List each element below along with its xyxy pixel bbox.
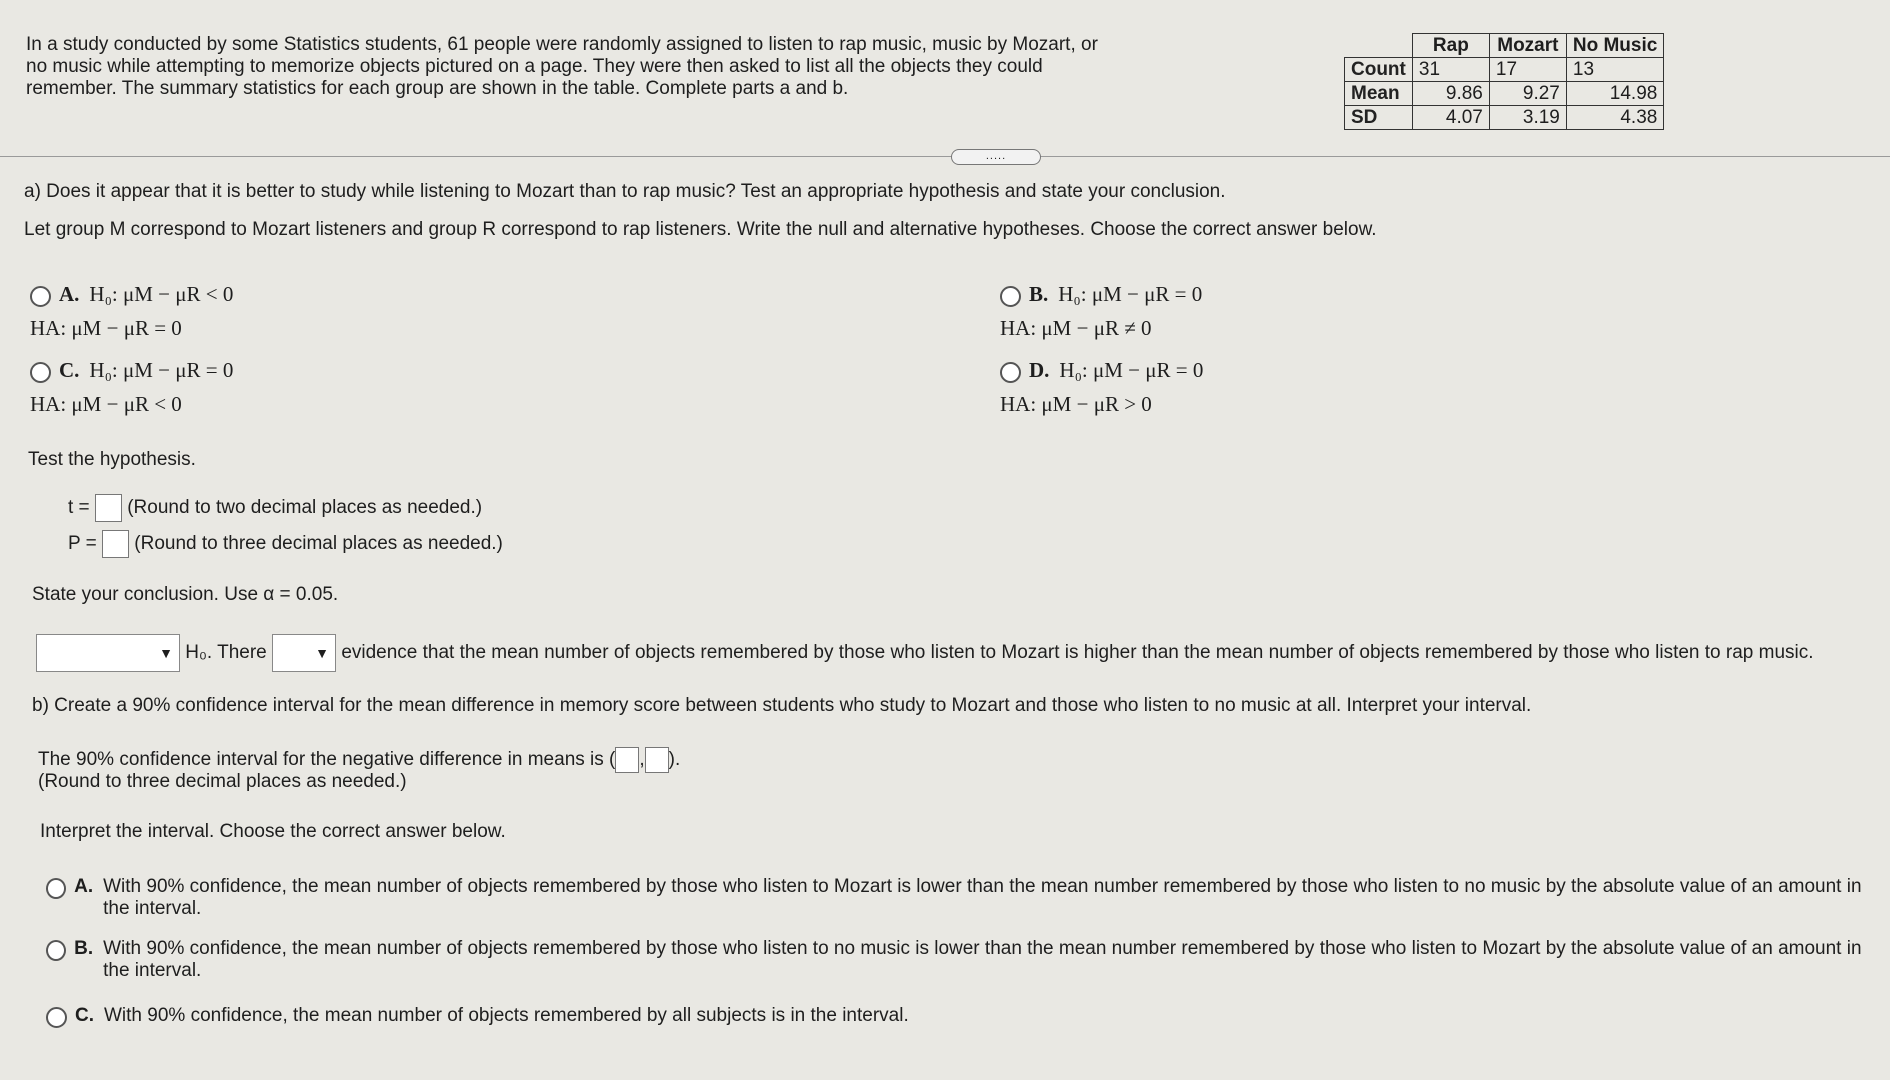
radio-button-icon[interactable] — [30, 362, 51, 383]
part-b-question: b) Create a 90% confidence interval for the mean difference in memory score between students who study to Mozart and those who listen to no music at all. Interpret your interval. — [32, 695, 1532, 716]
interpret-option-b[interactable]: B. With 90% confidence, the mean number of objects remembered by those who listen to no music is lower than the mean number remembered by those who listen to Mozart by the absolute value of an amount in the interval. — [46, 938, 1866, 982]
reject-dropdown[interactable] — [36, 634, 180, 672]
col-header-no-music: No Music — [1566, 34, 1663, 58]
t-row — [68, 494, 482, 522]
cell-count-mozart: 17 — [1489, 58, 1566, 82]
row-label-sd: SD — [1345, 106, 1413, 130]
cell-sd-no-music: 4.38 — [1566, 106, 1663, 130]
dropdown-arrow-icon: ▼ — [159, 645, 173, 661]
part-a-question: a) Does it appear that it is better to study while listening to Mozart than to rap music? Test an appropriate hypothesis and state your conclusion. — [24, 181, 1226, 202]
interpret-label: Interpret the interval. Choose the correct answer below. — [40, 821, 506, 842]
problem-intro: In a study conducted by some Statistics students, 61 people were randomly assigned to listen to rap music, music by Mozart, or no music while attempting to memorize objects pictured on a page. They were then asked to list all the objects they could remember. The summary statistics for each group are shown in the table. Complete parts a and b. — [26, 34, 1098, 99]
p-input[interactable] — [102, 530, 129, 558]
t-input[interactable] — [95, 494, 122, 522]
interpret-option-c-text: With 90% confidence, the mean number of objects remembered by all subjects is in the interval. — [104, 1005, 909, 1026]
table-row — [1345, 82, 1664, 106]
ci-label: The 90% confidence interval for the negative difference in means is — [38, 749, 604, 771]
conclusion-h0: H₀. There — [185, 642, 267, 664]
cell-sd-mozart: 3.19 — [1489, 106, 1566, 130]
evidence-dropdown[interactable] — [272, 634, 336, 672]
option-c-h0: H₀: μM − μR = 0 — [89, 358, 234, 382]
divider-handle[interactable]: ..... — [951, 149, 1041, 165]
radio-button-icon[interactable] — [1000, 362, 1021, 383]
radio-button-icon[interactable] — [46, 1007, 67, 1028]
cell-count-rap: 31 — [1412, 58, 1489, 82]
table-corner — [1345, 34, 1413, 58]
table-row — [1345, 106, 1664, 130]
t-label: t = — [68, 497, 90, 519]
hypothesis-option-c[interactable]: C. H₀: μM − μR = 0 HA: μM − μR < 0 — [30, 353, 233, 421]
radio-button-icon[interactable] — [1000, 286, 1021, 307]
p-hint: (Round to three decimal places as needed.) — [134, 533, 503, 555]
test-hypothesis-label: Test the hypothesis. — [28, 449, 196, 470]
summary-table — [1344, 33, 1664, 130]
option-b-h0: H₀: μM − μR = 0 — [1058, 282, 1203, 306]
hypothesis-option-b[interactable]: B. H₀: μM − μR = 0 HA: μM − μR ≠ 0 — [1000, 277, 1202, 345]
row-label-mean: Mean — [1345, 82, 1413, 106]
dropdown-arrow-icon: ▼ — [315, 645, 330, 661]
part-a-instruction: Let group M correspond to Mozart listeners and group R correspond to rap listeners. Write the null and alternative hypotheses. Choose the correct answer below. — [24, 219, 1377, 240]
section-divider — [0, 156, 1890, 157]
radio-button-icon[interactable] — [46, 940, 66, 961]
radio-button-icon[interactable] — [46, 878, 66, 899]
conclusion-text: evidence that the mean number of objects remembered by those who listen to Mozart is higher than the mean number of objects remembered by those who listen to rap music. — [341, 642, 1814, 664]
conclusion-label: State your conclusion. Use α = 0.05. — [32, 584, 339, 605]
conclusion-row — [36, 634, 1814, 672]
interpret-option-a-text: With 90% confidence, the mean number of objects remembered by those who listen to Mozart is lower than the mean number remembered by those who listen to no music by the absolute value of an amount in the interval. — [103, 876, 1862, 919]
interpret-option-a[interactable]: A. With 90% confidence, the mean number of objects remembered by those who listen to Mozart is lower than the mean number remembered by those who listen to no music by the absolute value of an amount in the interval. — [46, 876, 1866, 920]
hypothesis-option-d[interactable]: D. H₀: μM − μR = 0 HA: μM − μR > 0 — [1000, 353, 1203, 421]
cell-mean-mozart: 9.27 — [1489, 82, 1566, 106]
radio-button-icon[interactable] — [30, 286, 51, 307]
p-label: P = — [68, 533, 97, 555]
option-a-h0: H₀: μM − μR < 0 — [89, 282, 234, 306]
cell-mean-rap: 9.86 — [1412, 82, 1489, 106]
p-row — [68, 530, 503, 558]
option-b-ha: HA: μM − μR ≠ 0 — [1000, 316, 1152, 340]
ci-hint: (Round to three decimal places as needed.) — [38, 771, 407, 792]
option-d-ha: HA: μM − μR > 0 — [1000, 392, 1152, 416]
option-c-ha: HA: μM − μR < 0 — [30, 392, 182, 416]
ci-lower-input[interactable] — [615, 747, 639, 773]
option-a-ha: HA: μM − μR = 0 — [30, 316, 182, 340]
table-row — [1345, 58, 1664, 82]
cell-sd-rap: 4.07 — [1412, 106, 1489, 130]
row-label-count: Count — [1345, 58, 1413, 82]
cell-count-no-music: 13 — [1566, 58, 1663, 82]
hypothesis-option-a[interactable]: A. H₀: μM − μR < 0 HA: μM − μR = 0 — [30, 277, 233, 345]
interpret-option-c[interactable]: C. With 90% confidence, the mean number of objects remembered by all subjects is in the interval. — [46, 1005, 1866, 1028]
col-header-mozart: Mozart — [1489, 34, 1566, 58]
interpret-option-b-text: With 90% confidence, the mean number of objects remembered by those who listen to no music is lower than the mean number remembered by those who listen to Mozart by the absolute value of an amount in the interval. — [103, 938, 1862, 981]
cell-mean-no-music: 14.98 — [1566, 82, 1663, 106]
t-hint: (Round to two decimal places as needed.) — [127, 497, 483, 519]
col-header-rap: Rap — [1412, 34, 1489, 58]
ci-row: The 90% confidence interval for the negative difference in means is ( , ). — [38, 747, 680, 773]
option-d-h0: H₀: μM − μR = 0 — [1059, 358, 1204, 382]
ci-upper-input[interactable] — [645, 747, 669, 773]
